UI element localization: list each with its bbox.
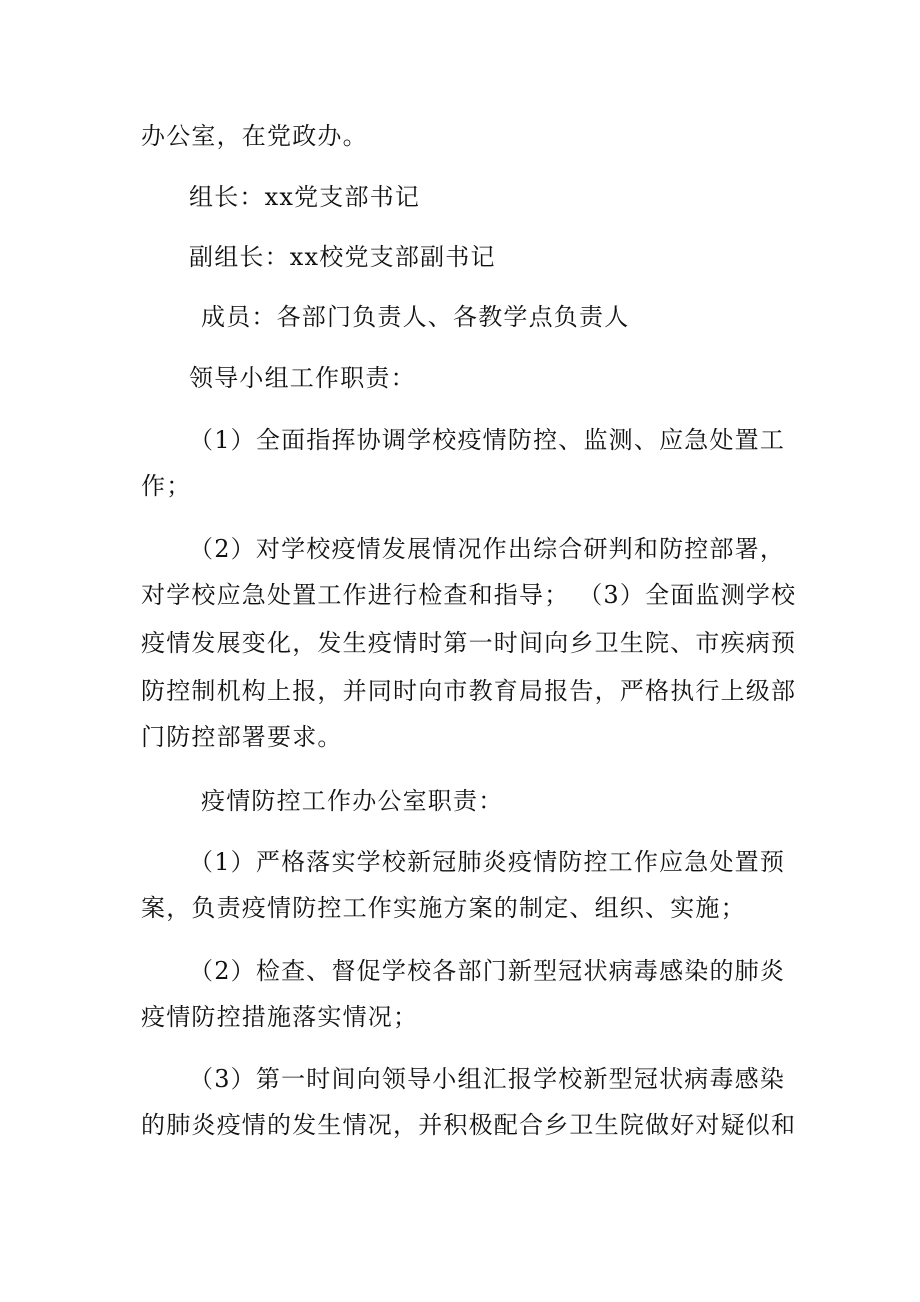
text-line: （1）严格落实学校新冠肺炎疫情防控工作应急处置预: [189, 848, 786, 876]
text-line: 副组长：xx校党支部副书记: [189, 243, 496, 271]
text-line: 成员：各部门负责人、各教学点负责人: [201, 303, 630, 331]
text-line: 防控制机构上报，并同时向市教育局报告，严格执行上级部: [141, 677, 797, 705]
text-line: （3）第一时间向领导小组汇报学校新型冠状病毒感染: [189, 1065, 786, 1093]
text-line: 的肺炎疫情的发生情况，并积极配合乡卫生院做好对疑似和: [141, 1111, 797, 1139]
text-line: 办公室，在党政办。: [141, 122, 368, 150]
text-line: 作；: [141, 472, 192, 500]
text-line: 对学校应急处置工作进行检查和指导； （3）全面监测学校: [141, 581, 797, 609]
text-line: 组长：xx党支部书记: [189, 183, 421, 211]
text-line: （2）检查、督促学校各部门新型冠状病毒感染的肺炎: [189, 957, 786, 985]
text-line: 领导小组工作职责：: [189, 364, 416, 392]
text-line: （2）对学校疫情发展情况作出综合研判和防控部署，: [189, 535, 786, 563]
text-line: 疫情发展变化，发生疫情时第一时间向乡卫生院、市疾病预: [141, 629, 797, 657]
text-line: 疫情防控措施落实情况；: [141, 1003, 419, 1031]
text-line: （1）全面指挥协调学校疫情防控、监测、应急处置工: [189, 426, 786, 454]
text-line: 门防控部署要求。: [141, 723, 343, 751]
text-line: 疫情防控工作办公室职责：: [201, 787, 504, 815]
text-line: 案，负责疫情防控工作实施方案的制定、组织、实施；: [141, 894, 746, 922]
